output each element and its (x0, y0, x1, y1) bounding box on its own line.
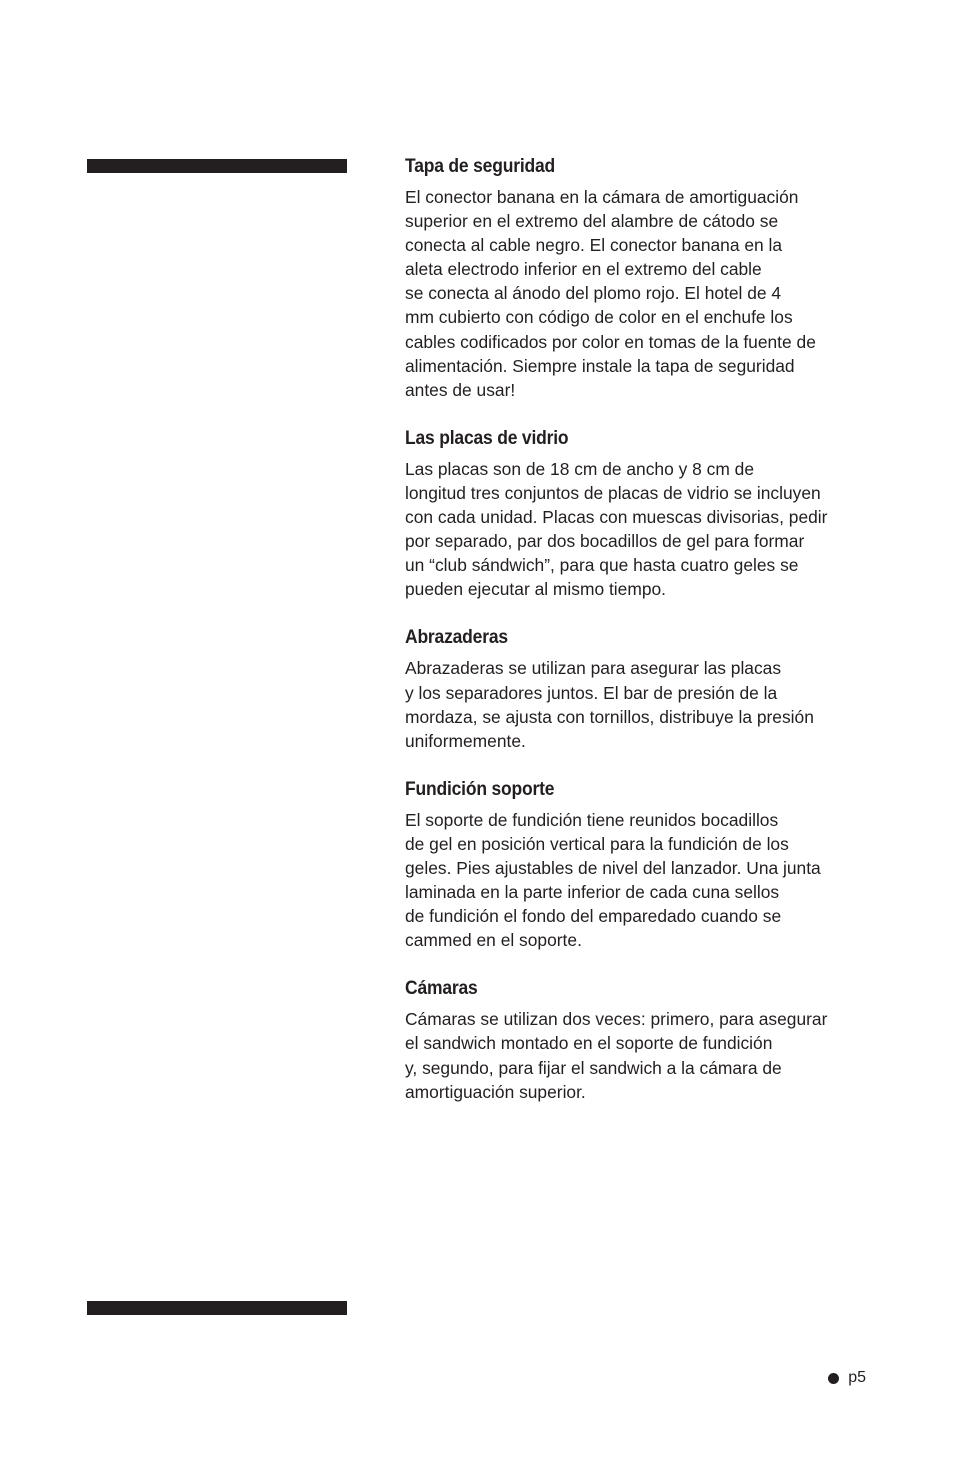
section-heading: Las placas de vidrio (405, 427, 569, 449)
body-line: superior en el extremo del alambre de cátodo se (405, 211, 779, 232)
body-line: laminada en la parte inferior de cada cuna sellos (405, 882, 780, 903)
section-las-placas-de-vidrio (405, 426, 875, 602)
body-line: el sandwich montado en el soporte de fundición (405, 1033, 773, 1054)
body-line: El conector banana en la cámara de amortiguación (405, 187, 799, 207)
body-line: con cada unidad. Placas con muescas divisorias, pedir (405, 507, 828, 528)
main-content (405, 154, 875, 1128)
section-abrazaderas (405, 625, 875, 752)
bottom-divider-bar (87, 1301, 347, 1315)
body-line: El soporte de fundición tiene reunidos bocadillos (405, 809, 779, 830)
section-heading: Tapa de seguridad (405, 156, 556, 177)
section-fundicion-soporte (405, 777, 875, 953)
body-line: mm cubierto con código de color en el enchufe los (405, 307, 793, 328)
section-body (405, 1007, 875, 1103)
body-line: cammed en el soporte. (405, 930, 582, 951)
body-line: longitud tres conjuntos de placas de vidrio se incluyen (405, 482, 821, 503)
body-line: Cámaras se utilizan dos veces: primero, para asegurar (405, 1009, 828, 1030)
body-line: de fundición el fondo del emparedado cuando se (405, 906, 782, 927)
section-heading: Fundición soporte (405, 778, 555, 800)
body-line: Abrazaderas se utilizan para asegurar las placas (405, 658, 782, 679)
section-body (405, 808, 875, 953)
body-line: cables codificados por color en tomas de la fuente de (405, 331, 816, 352)
page-number-label: p5 (848, 1369, 866, 1386)
body-line: alimentación. Siempre instale la tapa de seguridad (405, 355, 795, 376)
section-heading: Cámaras (405, 978, 478, 1000)
body-line: pueden ejecutar al mismo tiempo. (405, 579, 666, 600)
body-line: antes de usar! (405, 379, 516, 400)
top-divider-bar (87, 159, 347, 173)
body-line: conecta al cable negro. El conector banana en la (405, 235, 783, 256)
body-line: de gel en posición vertical para la fundición de los (405, 833, 789, 854)
section-body (405, 457, 875, 602)
body-line: mordaza, se ajusta con tornillos, distribuye la presión (405, 706, 814, 727)
section-tapa-de-seguridad (405, 154, 875, 402)
body-line: geles. Pies ajustables de nivel del lanzador. Una junta (405, 857, 821, 878)
section-camaras (405, 976, 875, 1103)
body-line: y, segundo, para fijar el sandwich a la cámara de (405, 1057, 782, 1078)
section-heading: Abrazaderas (405, 627, 508, 649)
page-number (828, 1368, 866, 1388)
body-line: aleta electrodo inferior en el extremo del cable (405, 259, 762, 280)
bullet-dot-icon (828, 1373, 839, 1384)
body-line: por separado, par dos bocadillos de gel para formar (405, 531, 805, 552)
body-line: uniformemente. (405, 730, 526, 751)
section-body (405, 656, 875, 752)
body-line: Las placas son de 18 cm de ancho y 8 cm de (405, 458, 754, 479)
body-line: amortiguación superior. (405, 1081, 586, 1102)
body-line: se conecta al ánodo del plomo rojo. El hotel de 4 (405, 283, 782, 304)
body-line: un “club sándwich”, para que hasta cuatro geles se (405, 555, 799, 576)
body-line: y los separadores juntos. El bar de presión de la (405, 682, 778, 703)
section-body (405, 185, 875, 402)
